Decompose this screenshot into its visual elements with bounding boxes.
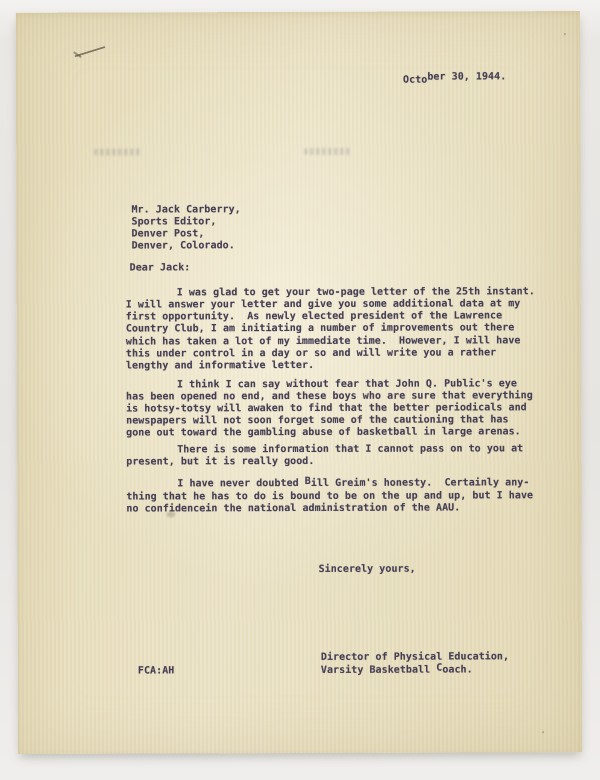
- recipient-title: Sports Editor,: [131, 216, 217, 228]
- paper-speck: [564, 33, 566, 35]
- body-line: I was glad to get your two-page letter of the 25th instant.: [176, 286, 535, 299]
- recipient-organization: Denver Post,: [131, 228, 205, 240]
- ghost-smudge-right: [304, 148, 350, 155]
- body-line: There is some information that I cannot pass on to you at: [177, 443, 524, 456]
- date-part-raised: ber 30, 1944.: [427, 71, 507, 83]
- reference-initials: FCA:AH: [137, 665, 175, 677]
- date-part: Octo: [403, 74, 428, 86]
- body-line: thing that he has to do is bound to be on the up and up, but I have: [126, 490, 534, 503]
- title-segment: oach.: [442, 664, 473, 676]
- body-line: this under control in a day or so and will write you a rather: [125, 347, 497, 360]
- body-line: has been opened no end, and these boys who are sure that everything: [126, 390, 533, 403]
- title-segment: Varsity Basketball: [320, 664, 437, 676]
- body-line: present, but it is really good.: [126, 455, 315, 468]
- salutation: Dear Jack:: [129, 262, 191, 274]
- date-line: [403, 71, 507, 86]
- body-line: first opportunity. As newly elected president of the Lawrence: [125, 310, 503, 323]
- recipient-city: Denver, Colorado.: [131, 240, 235, 252]
- ghost-smudge-left: [94, 148, 140, 155]
- body-line: newspapers will not soon forget some of the cautioning that has: [126, 414, 509, 427]
- recipient-name: Mr. Jack Carberry,: [131, 204, 241, 216]
- body-line: which has taken a lot of my immediate time. However, I will have: [125, 335, 521, 348]
- body-line: Country Club, I am initiating a number of improvements out there: [125, 322, 515, 335]
- body-line: I think I can say without fear that John Q. Public's eye: [176, 378, 517, 391]
- body-segment: ill Greim's honesty. Certainly any-: [310, 477, 530, 489]
- body-line: is hotsy-totsy will awaken to find that the better periodicals and: [126, 402, 527, 415]
- signer-title-2: [321, 664, 473, 677]
- body-line: no confidencein the national administration of the AAU.: [126, 502, 461, 515]
- body-segment-raised: B: [304, 475, 311, 487]
- signer-title-1: Director of Physical Education,: [320, 651, 510, 663]
- closing: Sincerely yours,: [318, 563, 416, 575]
- body-line: lengthy and informative letter.: [125, 359, 315, 372]
- body-line: [126, 477, 529, 490]
- body-line: gone out toward the gambling abuse of basketball in large arenas.: [126, 426, 521, 439]
- body-segment: I have never doubted: [177, 477, 305, 490]
- paper-speck: [542, 731, 544, 733]
- letter-page: [16, 11, 582, 754]
- body-line: I will answer your letter and give you some additional data at my: [125, 298, 521, 311]
- title-segment-raised: C: [436, 662, 443, 674]
